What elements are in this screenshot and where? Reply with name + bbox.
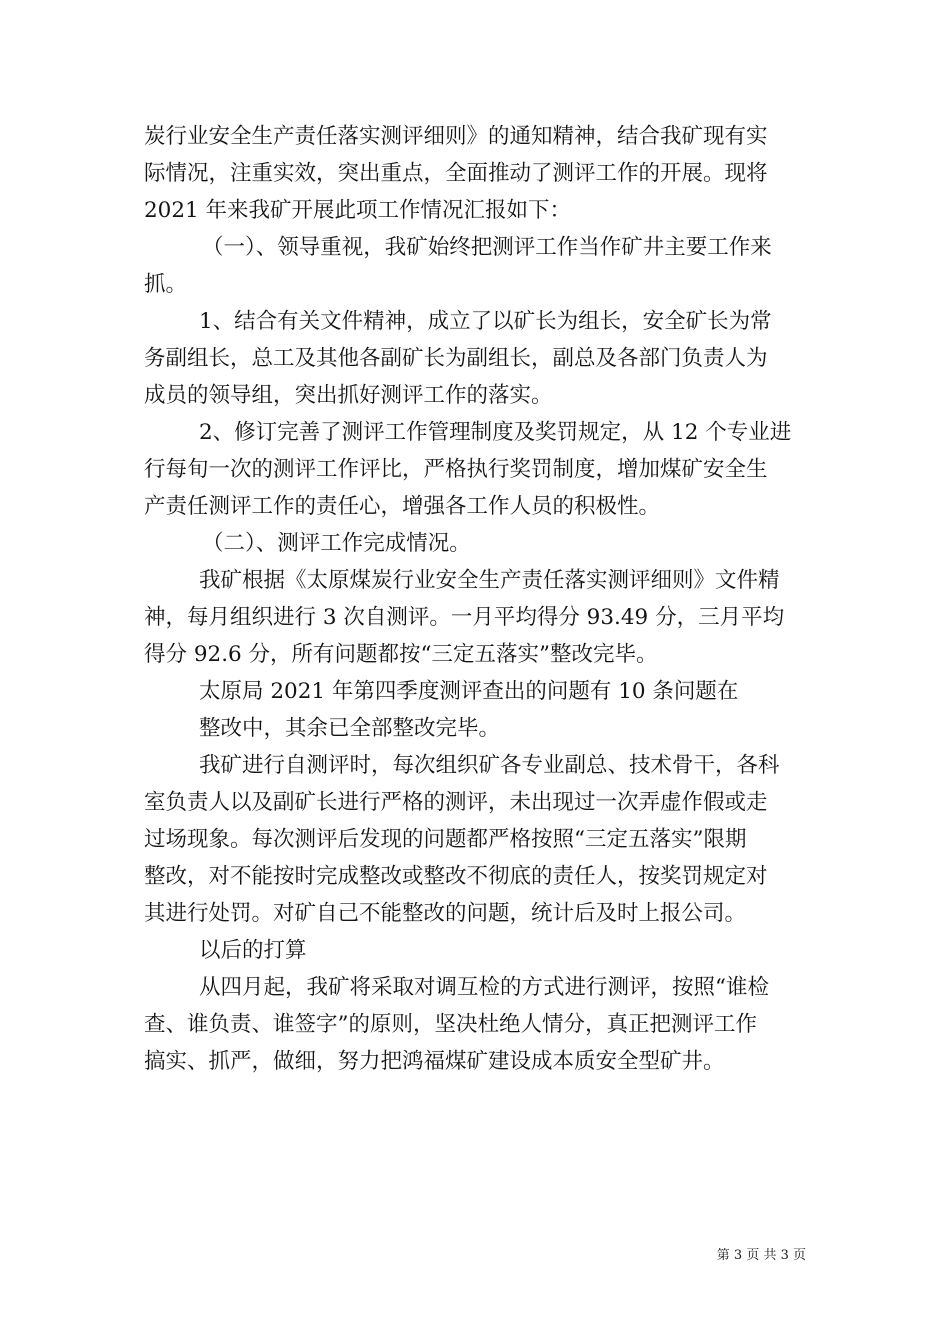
text-line-3: 2021 年来我矿开展此项工作情况汇报如下： (144, 198, 572, 223)
list-item-1-line-2: 务副组长，总工及其他各副矿长为副组长，副总及各部门负责人为 (144, 346, 768, 371)
paragraph-6-line-3: 搞实、抓严，做细，努力把鸿福煤矿建设成本质安全型矿井。 (144, 1049, 725, 1074)
paragraph-6-line-2: 查、谁负责、谁签字”的原则，坚决杜绝人情分，真正把测评工作 (144, 1012, 757, 1037)
text-line-5: 抓。 (144, 272, 188, 297)
section-heading-1: （一）、领导重视，我矿始终把测评工作当作矿井主要工作来 (202, 235, 772, 260)
paragraph-6-line-1: 从四月起，我矿将采取对调互检的方式进行测评，按照“谁检 (199, 975, 769, 1000)
paragraph-3-line-1: 我矿根据《太原煤炭行业安全生产责任落实测评细则》文件精 (199, 568, 780, 593)
list-item-2-line-3: 产责任测评工作的责任心，增强各工作人员的积极性。 (144, 494, 661, 519)
paragraph-5-line-4: 整改，对不能按时完成整改或整改不彻底的责任人，按奖罚规定对 (144, 864, 768, 889)
section-heading-3: 以后的打算 (199, 938, 307, 963)
paragraph-3-line-3: 得分 92.6 分，所有问题都按“三定五落实”整改完毕。 (144, 642, 658, 667)
section-heading-2: （二）、测评工作完成情况。 (202, 531, 471, 556)
paragraph-5-line-1: 我矿进行自测评时，每次组织矿各专业副总、技术骨干，各科 (199, 753, 780, 778)
page-number-footer: 第 3 页 共 3 页 (716, 1248, 806, 1263)
list-item-2-line-1: 2、修订完善了测评工作管理制度及奖罚规定，从 12 个专业进 (199, 420, 792, 445)
list-item-1-line-1: 1、结合有关文件精神，成立了以矿长为组长，安全矿长为常 (199, 309, 772, 334)
text-line-2: 际情况，注重实效，突出重点，全面推动了测评工作的开展。现将 (144, 161, 768, 186)
paragraph-3-line-2: 神，每月组织进行 3 次自测评。一月平均得分 93.49 分，三月平均 (144, 605, 785, 630)
list-item-1-line-3: 成员的领导组，突出抓好测评工作的落实。 (144, 383, 553, 408)
paragraph-5-line-5: 其进行处罚。对矿自己不能整改的问题，统计后及时上报公司。 (144, 901, 747, 926)
list-item-2-line-2: 行每旬一次的测评工作评比，严格执行奖罚制度，增加煤矿安全生 (144, 457, 768, 482)
paragraph-5-line-2: 室负责人以及副矿长进行严格的测评，未出现过一次弄虚作假或走 (144, 790, 768, 815)
paragraph-5-line-3: 过场现象。每次测评后发现的问题都严格按照“三定五落实”限期 (144, 827, 747, 852)
text-line-1: 炭行业安全生产责任落实测评细则》的通知精神，结合我矿现有实 (144, 124, 768, 149)
paragraph-4-line-1: 太原局 2021 年第四季度测评查出的问题有 10 条问题在 (199, 679, 739, 704)
paragraph-4-line-2: 整改中，其余已全部整改完毕。 (199, 716, 501, 741)
